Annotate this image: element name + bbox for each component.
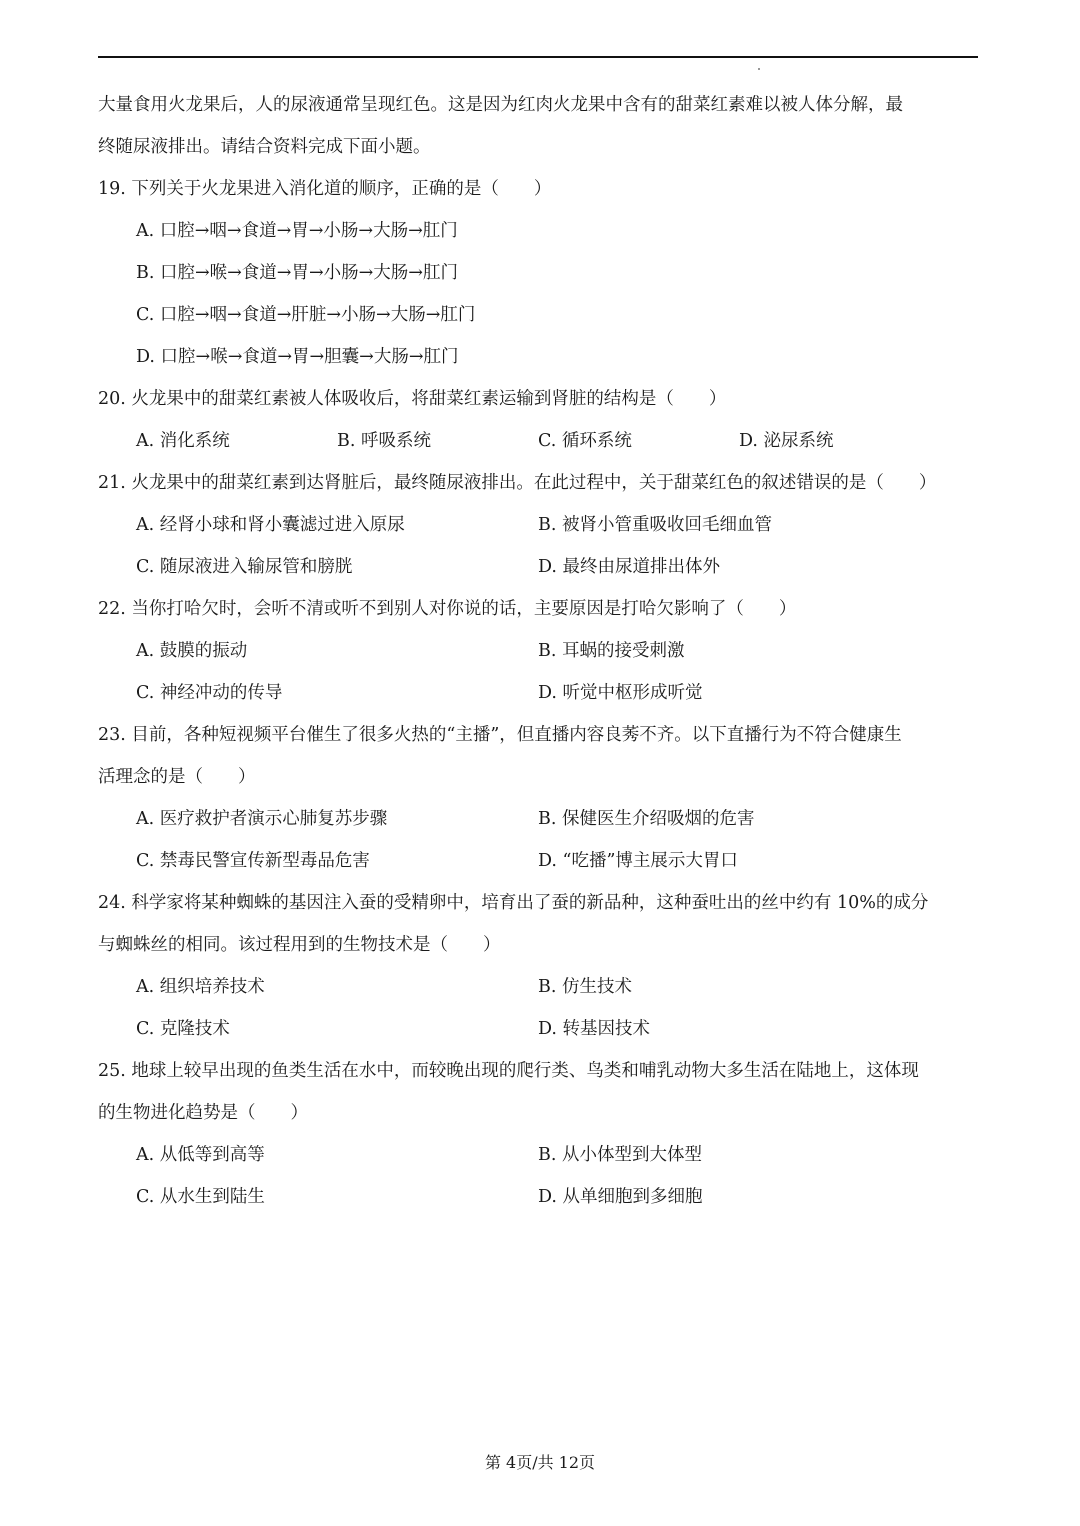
question-19-stem: 19. 下列关于火龙果进入消化道的顺序，正确的是（ ） xyxy=(98,179,552,199)
q24-option-b: B. 仿生技术 xyxy=(538,977,632,997)
q23-option-d: D. “吃播”博主展示大胃口 xyxy=(538,851,738,871)
q19-option-b: B. 口腔→喉→食道→胃→小肠→大肠→肛门 xyxy=(136,263,458,283)
q25-options-row-1 xyxy=(98,1134,982,1176)
q21-option-c: C. 随尿液进入输尿管和膀胱 xyxy=(136,557,353,577)
q25-option-d: D. 从单细胞到多细胞 xyxy=(538,1187,703,1207)
q19-option-c: C. 口腔→咽→食道→肝脏→小肠→大肠→肛门 xyxy=(136,305,476,325)
question-22-stem: 22. 当你打哈欠时，会听不清或听不到别人对你说的话，主要原因是打哈欠影响了（ ） xyxy=(98,599,797,619)
question-25-stem: 25. 地球上较早出现的鱼类生活在水中，而较晚出现的爬行类、鸟类和哺乳动物大多生活在陆地上，这体现 xyxy=(98,1061,919,1081)
q24-option-a: A. 组织培养技术 xyxy=(136,977,265,997)
q23-option-c: C. 禁毒民警宣传新型毒品危害 xyxy=(136,851,370,871)
q23-option-b: B. 保健医生介绍吸烟的危害 xyxy=(538,809,755,829)
q22-option-a: A. 鼓膜的振动 xyxy=(136,641,248,661)
question-24-stem-cont: 与蜘蛛丝的相同。该过程用到的生物技术是（ ） xyxy=(98,935,501,955)
q20-option-a: A. 消化系统 xyxy=(136,431,230,451)
q20-option-d: D. 泌尿系统 xyxy=(739,431,834,451)
question-24-stem: 24. 科学家将某种蜘蛛的基因注入蚕的受精卵中，培育出了蚕的新品种，这种蚕吐出的丝中约有 10%的成分 xyxy=(98,893,929,913)
q25-option-c: C. 从水生到陆生 xyxy=(136,1187,265,1207)
q21-option-a: A. 经肾小球和肾小囊滤过进入原尿 xyxy=(136,515,405,535)
q23-options-row-1 xyxy=(98,798,982,840)
q22-options-row-2 xyxy=(98,672,982,714)
question-23-stem-cont: 活理念的是（ ） xyxy=(98,767,256,787)
q21-option-b: B. 被肾小管重吸收回毛细血管 xyxy=(538,515,772,535)
q19-option-a: A. 口腔→咽→食道→胃→小肠→大肠→肛门 xyxy=(136,221,458,241)
q24-options-row-2 xyxy=(98,1008,982,1050)
q25-option-b: B. 从小体型到大体型 xyxy=(538,1145,702,1165)
q22-option-b: B. 耳蜗的接受刺激 xyxy=(538,641,685,661)
q25-options-row-2 xyxy=(98,1176,982,1218)
passage-line: 终随尿液排出。请结合资料完成下面小题。 xyxy=(98,137,431,157)
q24-options-row-1 xyxy=(98,966,982,1008)
q22-options-row-1 xyxy=(98,630,982,672)
question-21-stem: 21. 火龙果中的甜菜红素到达肾脏后，最终随尿液排出。在此过程中，关于甜菜红色的叙述错误的是（ ） xyxy=(98,473,937,493)
q20-options xyxy=(98,420,982,462)
q20-option-c: C. 循环系统 xyxy=(538,431,632,451)
q24-option-d: D. 转基因技术 xyxy=(538,1019,651,1039)
scan-speck xyxy=(758,68,760,70)
q22-option-d: D. 听觉中枢形成听觉 xyxy=(538,683,703,703)
question-20-stem: 20. 火龙果中的甜菜红素被人体吸收后，将甜菜红素运输到肾脏的结构是（ ） xyxy=(98,389,727,409)
q21-option-d: D. 最终由尿道排出体外 xyxy=(538,557,721,577)
q22-option-c: C. 神经冲动的传导 xyxy=(136,683,283,703)
header-rule xyxy=(98,56,978,58)
q19-option-d: D. 口腔→喉→食道→胃→胆囊→大肠→肛门 xyxy=(136,347,459,367)
q25-option-a: A. 从低等到高等 xyxy=(136,1145,265,1165)
page-content xyxy=(98,84,982,1218)
q23-option-a: A. 医疗救护者演示心肺复苏步骤 xyxy=(136,809,388,829)
question-23-stem: 23. 目前，各种短视频平台催生了很多火热的“主播”，但直播内容良莠不齐。以下直播行为不符合健康生 xyxy=(98,725,902,745)
question-25-stem-cont: 的生物进化趋势是（ ） xyxy=(98,1103,308,1123)
q20-option-b: B. 呼吸系统 xyxy=(337,431,431,451)
q23-options-row-2 xyxy=(98,840,982,882)
q24-option-c: C. 克隆技术 xyxy=(136,1019,230,1039)
q21-options-row-2 xyxy=(98,546,982,588)
passage-line: 大量食用火龙果后，人的尿液通常呈现红色。这是因为红肉火龙果中含有的甜菜红素难以被人体分解，最 xyxy=(98,95,903,115)
page-number: 第 4页/共 12页 xyxy=(484,1453,596,1472)
q21-options-row-1 xyxy=(98,504,982,546)
